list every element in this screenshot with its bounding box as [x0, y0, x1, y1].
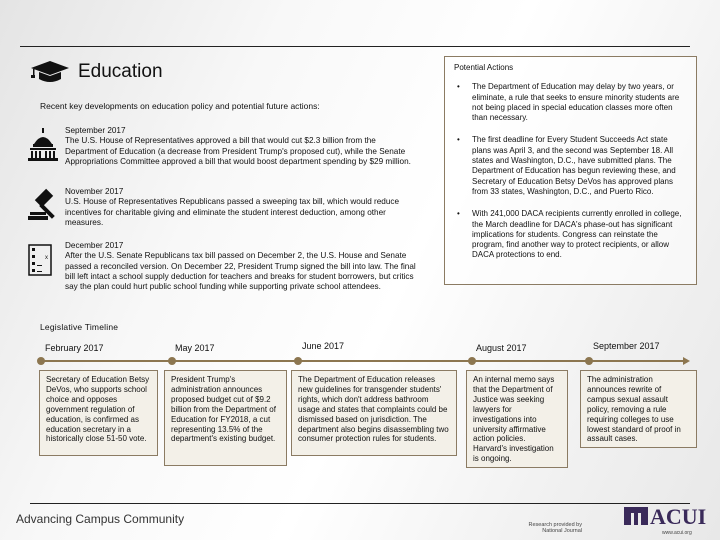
bottom-divider: [30, 503, 690, 504]
action-item: • The Department of Education may delay by two years, or eliminate, a rule that seeks to ensure minority students are not being placed in special education classes more often than necessary.: [454, 82, 687, 123]
timeline-dot: [468, 357, 476, 365]
action-item: • With 241,000 DACA recipients currently enrolled in college, the March deadline for DACA's phase-out has significant implications for students. Congress can reinstate the program, find another way to protect recipients, or allow DACA protections to end.: [454, 209, 687, 260]
timeline-card: The administration announces rewrite of campus sexual assault policy, removing a rule requiring colleges to use lowest standard of proof in assault cases.: [580, 370, 697, 448]
timeline-date: August 2017: [476, 343, 527, 353]
acui-logo-text: ACUI: [650, 504, 707, 529]
timeline-dot: [168, 357, 176, 365]
timeline-date: May 2017: [175, 343, 215, 353]
timeline-card: The Department of Education releases new guidelines for transgender students' rights, which don't address bathroom usage and states that complaints could be dismissed based on jurisdiction. The department also begins disassembling two consumer protection rules for students.: [291, 370, 457, 456]
event-date: November 2017: [65, 187, 124, 196]
checklist-icon: [28, 244, 52, 276]
gavel-icon: [27, 188, 61, 222]
event-december-2017: [65, 241, 420, 292]
timeline-date: June 2017: [302, 341, 345, 351]
timeline-card: Secretary of Education Betsy DeVos, who supports school choice and opposes government regulation of education, is confirmed as education secretary in a historically close 51-50 vote.: [39, 370, 158, 456]
event-november-2017: [65, 187, 420, 228]
timeline-dot: [294, 357, 302, 365]
event-text: The U.S. House of Representatives approved a bill that would cut $2.3 billion from the Department of Education (a decrease from President Trump's proposed cut), while the Senate Appropriations Committee approved a bill that would boost department spending by $29 million.: [65, 136, 411, 166]
top-divider: [20, 46, 690, 47]
timeline-date: February 2017: [45, 343, 104, 353]
page-title: Education: [78, 61, 163, 82]
timeline-arrow-icon: [683, 357, 690, 365]
footer-tagline: Advancing Campus Community: [16, 512, 185, 526]
timeline-dot: [585, 357, 593, 365]
timeline-dot: [37, 357, 45, 365]
event-text: U.S. House of Representatives Republicans passed a sweeping tax bill, which would reduce incentives for charitable giving and eliminate the student interest deduction, among other measures.: [65, 197, 400, 227]
potential-actions-title: Potential Actions: [454, 63, 514, 72]
timeline-date: September 2017: [593, 341, 660, 351]
timeline-label: Legislative Timeline: [40, 322, 119, 332]
action-item: • The first deadline for Every Student Succeeds Act state plans was April 3, and the second was September 18. All states and Washington, D.C., have submitted plans. The Department of Education has begun reviewing these, and Secretary of Education Betsy DeVos has approved plans from 33 states, Washington, D.C., and Puerto Rico.: [454, 135, 687, 197]
graduation-cap-icon: [30, 60, 70, 84]
acui-logo-icon: [624, 507, 648, 525]
capitol-icon: [27, 128, 59, 162]
svg-text:x: x: [45, 255, 48, 261]
potential-actions-panel: [444, 56, 697, 285]
timeline-card: President Trump's administration announces proposed budget cut of $9.2 billion from the Department of Education for FY2018, a cut representing 13.5% of the department's existing budget.: [164, 370, 287, 466]
timeline-card: An internal memo says that the Department of Justice was seeking lawyers for investigations into university affirmative action policies. Harvard's investigation is ongoing.: [466, 370, 568, 468]
research-credit: Research provided by National Journal: [528, 522, 582, 534]
event-date: December 2017: [65, 241, 124, 250]
footer-url[interactable]: www.acui.org: [662, 530, 692, 536]
page-subtitle: Recent key developments on education policy and potential future actions:: [40, 101, 320, 111]
event-text: After the U.S. Senate Republicans tax bill passed on December 2, the U.S. House and Senate passed a reconciled version. On December 22, President Trump signed the bill into law. The final bill left intact a school supply deduction for teachers and breaks for student borrowers, but critics say the plan could hurt public school funding while supporting private school attendees.: [65, 251, 416, 292]
event-date: September 2017: [65, 126, 126, 135]
event-september-2017: [65, 126, 420, 167]
